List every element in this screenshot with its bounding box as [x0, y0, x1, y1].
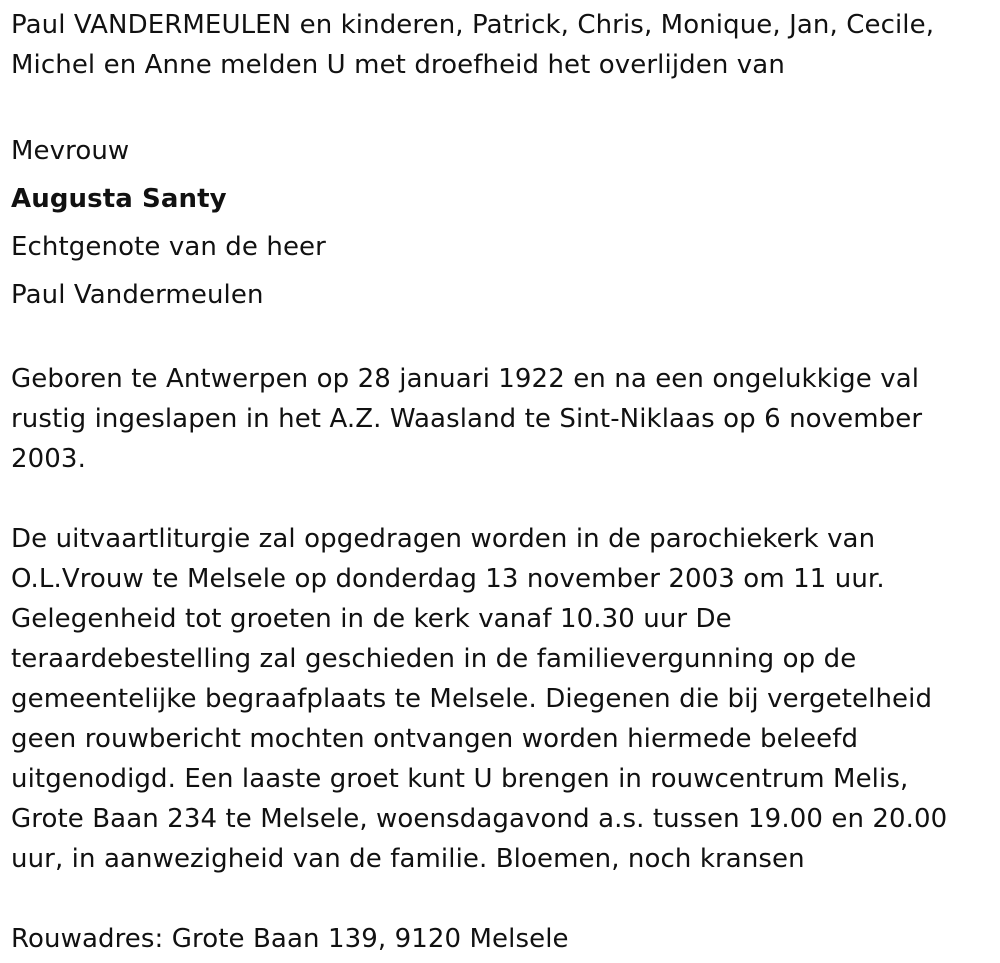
intro-line: Paul VANDERMEULEN en kinderen, Patrick, Chris, Monique, Jan, Cecile,	[11, 10, 935, 40]
paragraph-line: rustig ingeslapen in het A.Z. Waasland te Sint-Niklaas op 6 november	[11, 404, 923, 434]
paragraph-line: geen rouwbericht mochten ontvangen worden hiermede beleefd	[11, 724, 859, 754]
paragraph-line: De uitvaartliturgie zal opgedragen worden in de parochiekerk van	[11, 524, 876, 554]
spouse-line: Echtgenote van de heer	[11, 232, 326, 262]
mourning-address	[11, 919, 986, 959]
address-line: Rouwadres: Grote Baan 139, 9120 Melsele	[11, 924, 569, 954]
birth-death-paragraph	[11, 359, 986, 479]
paragraph-line: uur, in aanwezigheid van de familie. Bloemen, noch kransen	[11, 844, 805, 874]
paragraph-line: 2003.	[11, 444, 86, 474]
death-notice	[11, 0, 986, 959]
paragraph-line: gemeentelijke begraafplaats te Melsele. Diegenen die bij vergetelheid	[11, 684, 933, 714]
funeral-paragraph	[11, 519, 986, 879]
intro-paragraph	[11, 5, 986, 85]
spouse-name: Paul Vandermeulen	[11, 280, 264, 310]
paragraph-line: O.L.Vrouw te Melsele op donderdag 13 november 2003 om 11 uur.	[11, 564, 885, 594]
deceased-block	[11, 127, 986, 319]
paragraph-line: uitgenodigd. Een laaste groet kunt U brengen in rouwcentrum Melis,	[11, 764, 909, 794]
deceased-name: Augusta Santy	[11, 184, 227, 214]
honorific: Mevrouw	[11, 136, 130, 166]
paragraph-line: teraardebestelling zal geschieden in de familievergunning op de	[11, 644, 857, 674]
paragraph-line: Grote Baan 234 te Melsele, woensdagavond a.s. tussen 19.00 en 20.00	[11, 804, 948, 834]
paragraph-line: Gelegenheid tot groeten in de kerk vanaf 10.30 uur De	[11, 604, 732, 634]
intro-line: Michel en Anne melden U met droefheid het overlijden van	[11, 50, 785, 80]
paragraph-line: Geboren te Antwerpen op 28 januari 1922 en na een ongelukkige val	[11, 364, 920, 394]
